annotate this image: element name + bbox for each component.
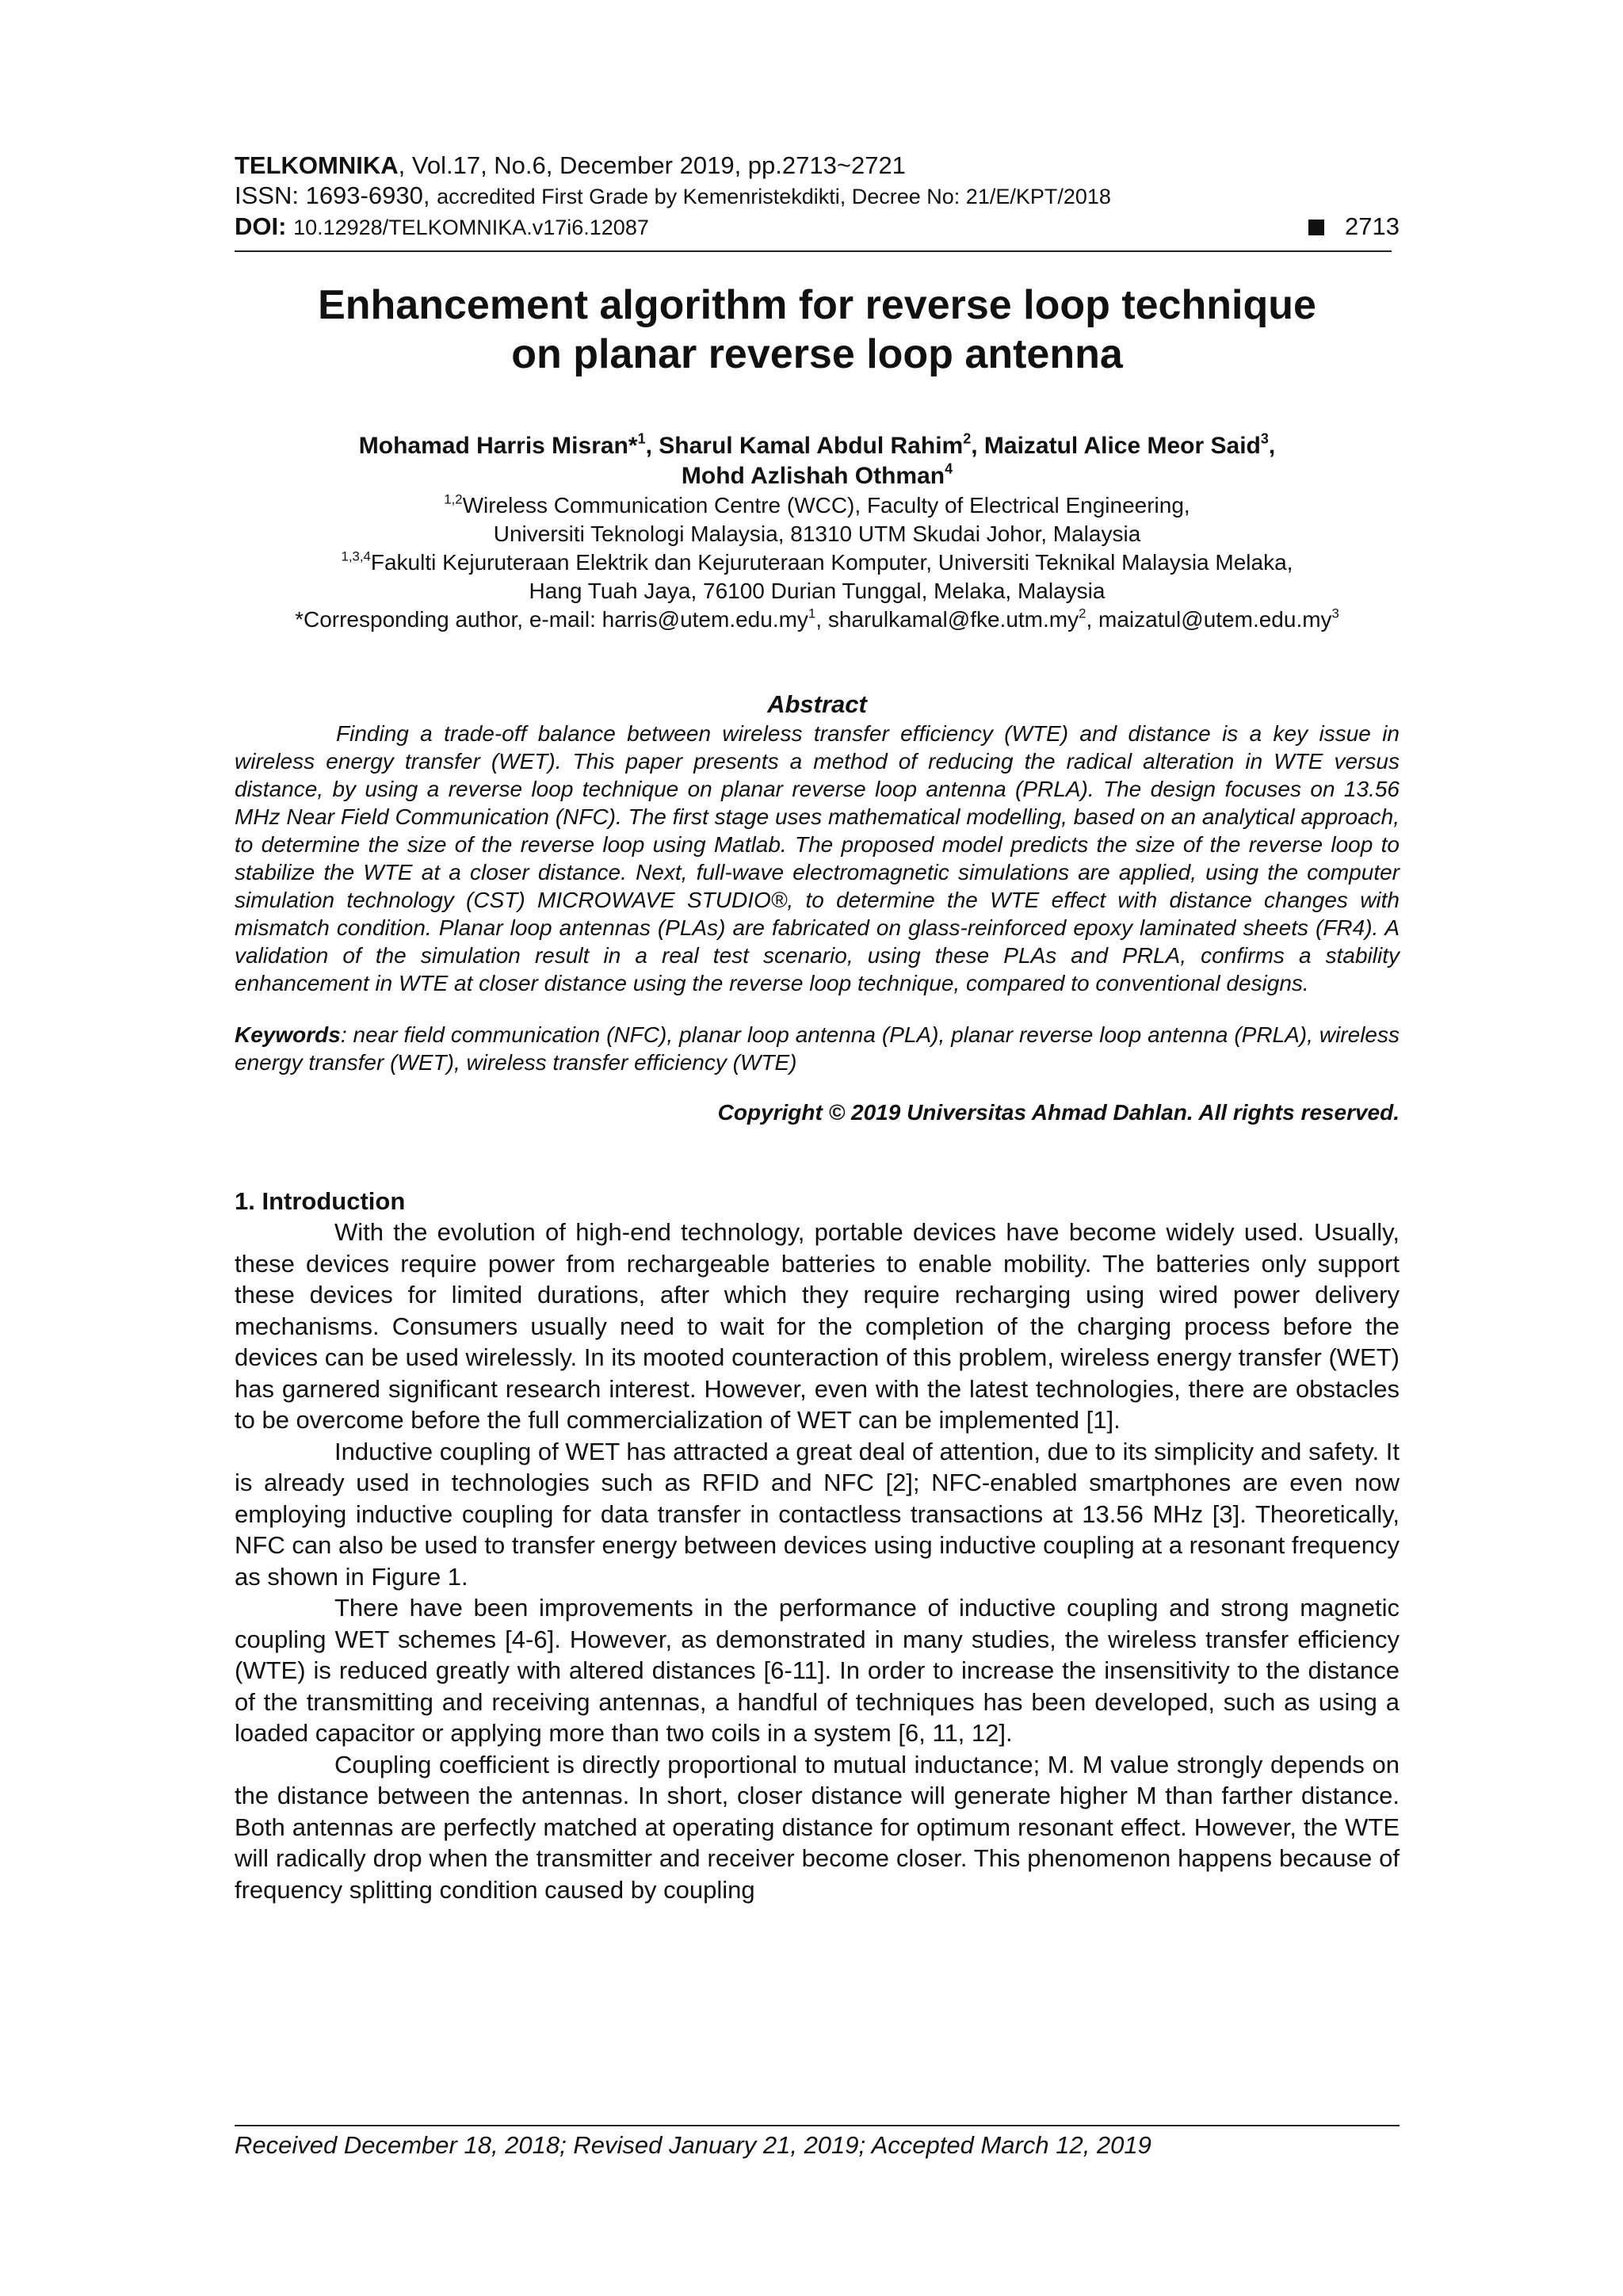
journal-line bbox=[235, 151, 1400, 181]
doi-row bbox=[235, 212, 1400, 243]
page-number-value: 2713 bbox=[1345, 212, 1400, 240]
title-line-2: on planar reverse loop antenna bbox=[511, 331, 1123, 377]
copyright-notice: Copyright © 2019 Universitas Ahmad Dahlan. All rights reserved. bbox=[717, 1100, 1400, 1125]
affiliation-1-line-1 bbox=[235, 491, 1400, 520]
author-4: Mohd Azlishah Othman bbox=[681, 463, 945, 489]
page-number bbox=[1308, 212, 1400, 242]
corr-email-2: , sharulkamal@fke.utm.my bbox=[815, 607, 1079, 632]
accreditation: accredited First Grade by Kemenristekdikti, Decree No: 21/E/KPT/2018 bbox=[437, 185, 1111, 208]
corr-email-1: *Corresponding author, e-mail: harris@utem.edu.my bbox=[295, 607, 808, 632]
corr-sup-3: 3 bbox=[1331, 606, 1339, 621]
section-heading-introduction: 1. Introduction bbox=[235, 1187, 406, 1215]
keywords bbox=[235, 1021, 1400, 1076]
intro-paragraph-1: With the evolution of high-end technology, portable devices have become widely used. Usually, these devices require power from rechargeable batteries to enable mobility. The batteries only support these devices for limited durations, after which they require recharging using wired power delivery mechanisms. Consumers usually need to wait for the completion of the charging process before the devices can be used wirelessly. In its mooted counteraction of this problem, wireless energy transfer (WET) has garnered significant research interest. However, even with the latest technologies, there are obstacles to be overcome before the full commercialization of WET can be implemented [1]. bbox=[235, 1218, 1400, 1434]
author-1: Mohamad Harris Misran* bbox=[358, 433, 638, 459]
paper-page bbox=[235, 151, 1400, 1905]
affiliation-1-line-2: Universiti Teknologi Malaysia, 81310 UTM Skudai Johor, Malaysia bbox=[493, 521, 1141, 546]
intro-paragraph-4: Coupling coefficient is directly proportional to mutual inductance; M. M value strongly depends on the distance between the antennas. In short, closer distance will generate higher M than farther distance. Both antennas are perfectly matched at operating distance for optimum resonant effect. However, the WTE will radically drop when the transmitter and receiver become closer. This phenomenon happens because of frequency splitting condition caused by coupling bbox=[235, 1750, 1400, 1904]
affiliation-1-sup: 1,2 bbox=[444, 491, 463, 507]
keywords-label: Keywords bbox=[235, 1022, 341, 1047]
footer-rule bbox=[235, 2125, 1400, 2126]
author-1-sup: 1 bbox=[637, 430, 646, 447]
author-2: , Sharul Kamal Abdul Rahim bbox=[645, 433, 964, 459]
corresponding-author bbox=[235, 606, 1400, 634]
journal-volume: , Vol.17, No.6, December 2019, pp.2713~2721 bbox=[398, 151, 906, 179]
author-2-sup: 2 bbox=[963, 430, 972, 447]
author-list bbox=[235, 431, 1400, 491]
header-rule bbox=[235, 250, 1392, 252]
affiliation-2-sup: 1,3,4 bbox=[341, 548, 371, 564]
author-3: , Maizatul Alice Meor Said bbox=[971, 433, 1261, 459]
abstract-text: Finding a trade-off balance between wireless transfer efficiency (WTE) and distance is a key issue in wireless energy transfer (WET). This paper presents a method of reducing the radical alteration in WTE versus distance, by using a reverse loop technique on planar reverse loop antenna (PRLA). The design focuses on 13.56 MHz Near Field Communication (NFC). The first stage uses mathematical modelling, based on an analytical approach, to determine the size of the reverse loop using Matlab. The proposed model predicts the size of the reverse loop to stabilize the WTE at a closer distance. Next, full-wave electromagnetic simulations are applied, using the computer simulation technology (CST) MICROWAVE STUDIO®, to determine the WTE effect with distance changes with mismatch condition. Planar loop antennas (PLAs) are fabricated on glass-reinforced epoxy laminated sheets (FR4). A validation of the simulation result in a real test scenario, using these PLAs and PRLA, confirms a stability enhancement in WTE at closer distance using the reverse loop technique, compared to conventional designs. bbox=[235, 721, 1400, 995]
author-comma: , bbox=[1268, 433, 1276, 459]
issn-line bbox=[235, 181, 1400, 212]
corr-sup-2: 2 bbox=[1079, 606, 1086, 621]
authors-line-2 bbox=[235, 461, 1400, 491]
abstract-heading: Abstract bbox=[767, 690, 867, 718]
affiliation-2-line-1 bbox=[235, 548, 1400, 577]
received-dates: Received December 18, 2018; Revised January 21, 2019; Accepted March 12, 2019 bbox=[235, 2131, 1151, 2159]
corr-sup-1: 1 bbox=[808, 606, 816, 621]
issn: ISSN: 1693-6930, bbox=[235, 181, 437, 209]
affiliation-2-text: Fakulti Kejuruteraan Elektrik dan Kejuruteraan Komputer, Universiti Teknikal Malaysia Melaka, bbox=[370, 550, 1293, 575]
doi-label: DOI: bbox=[235, 212, 294, 240]
affiliation-2-line-2: Hang Tuah Jaya, 76100 Durian Tunggal, Melaka, Malaysia bbox=[529, 579, 1106, 603]
corr-email-3: , maizatul@utem.edu.my bbox=[1086, 607, 1332, 632]
doi-link[interactable]: 10.12928/TELKOMNIKA.v17i6.12087 bbox=[293, 216, 649, 239]
doi-line bbox=[235, 212, 1400, 243]
title-line-1: Enhancement algorithm for reverse loop technique bbox=[318, 282, 1316, 328]
journal-name: TELKOMNIKA bbox=[235, 151, 399, 179]
square-bullet-icon bbox=[1308, 220, 1324, 235]
author-3-sup: 3 bbox=[1260, 430, 1269, 447]
authors-line-1 bbox=[235, 431, 1400, 461]
affiliation-1-text: Wireless Communication Centre (WCC), Faculty of Electrical Engineering, bbox=[462, 493, 1190, 518]
intro-paragraph-2: Inductive coupling of WET has attracted a great deal of attention, due to its simplicity and safety. It is already used in technologies such as RFID and NFC [2]; NFC-enabled smartphones are even now employing inductive coupling for data transfer in contactless transactions at 13.56 MHz [3]. Theoretically, NFC can also be used to transfer energy between devices using inductive coupling at a resonant frequency as shown in Figure 1. bbox=[235, 1437, 1400, 1591]
paper-title bbox=[235, 281, 1400, 379]
keywords-text: : near field communication (NFC), planar loop antenna (PLA), planar reverse loop antenna (PRLA), wireless energy transfer (WET), wireless transfer efficiency (WTE) bbox=[235, 1022, 1400, 1075]
author-4-sup: 4 bbox=[945, 460, 953, 477]
intro-paragraph-3: There have been improvements in the performance of inductive coupling and strong magnetic coupling WET schemes [4-6]. However, as demonstrated in many studies, the wireless transfer efficiency (WTE) is reduced greatly with altered distances [6-11]. In order to increase the insensitivity to the distance of the transmitting and receiving antennas, a handful of techniques has been developed, such as using a loaded capacitor or applying more than two coils in a system [6, 11, 12]. bbox=[235, 1594, 1400, 1747]
affiliations bbox=[235, 491, 1400, 634]
